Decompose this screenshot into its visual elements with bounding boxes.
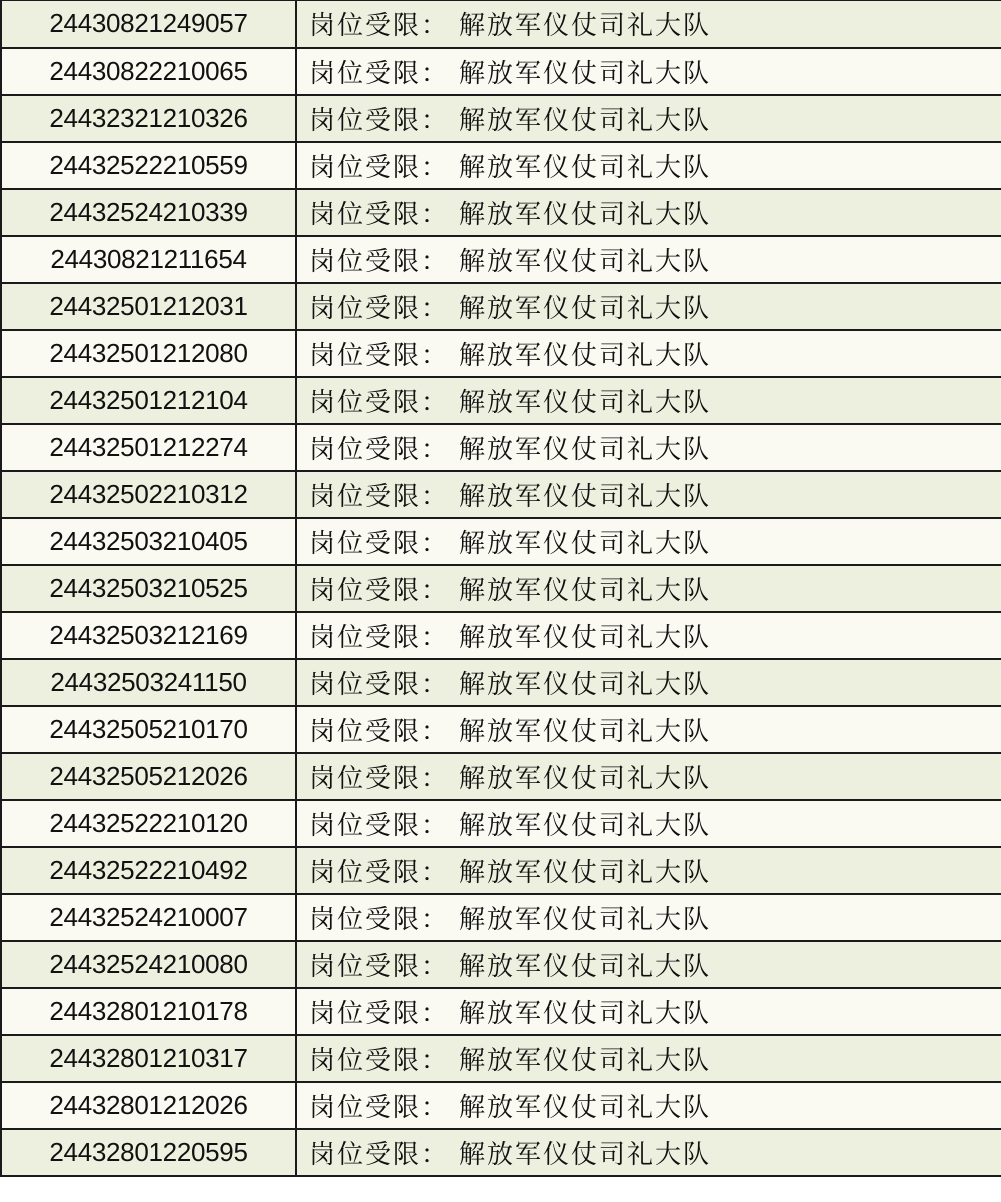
row-id-cell[interactable]: 24432502210312 (1, 471, 296, 518)
row-id-cell[interactable]: 24432801212026 (1, 1082, 296, 1129)
row-restriction-cell[interactable] (296, 95, 1001, 142)
row-restriction-cell[interactable] (296, 377, 1001, 424)
row-id-cell[interactable]: 24430821249057 (1, 1, 296, 48)
table-row (1, 565, 1001, 612)
restriction-label: 岗位受限： (309, 1045, 450, 1076)
row-id-cell[interactable]: 24432501212031 (1, 283, 296, 330)
restriction-value: 解放军仪仗司礼大队 (459, 293, 712, 324)
row-restriction-cell[interactable] (296, 753, 1001, 800)
row-restriction-cell[interactable] (296, 471, 1001, 518)
row-restriction-cell[interactable] (296, 1129, 1001, 1176)
table-row (1, 612, 1001, 659)
restriction-label: 岗位受限： (309, 11, 450, 42)
table-row (1, 1082, 1001, 1129)
row-id-cell[interactable]: 24432321210326 (1, 95, 296, 142)
row-restriction-cell[interactable] (296, 612, 1001, 659)
row-restriction-cell[interactable] (296, 1035, 1001, 1082)
restriction-value: 解放军仪仗司礼大队 (459, 575, 712, 606)
row-restriction-cell[interactable] (296, 518, 1001, 565)
row-restriction-cell[interactable] (296, 706, 1001, 753)
restriction-value: 解放军仪仗司礼大队 (459, 481, 712, 512)
row-id-cell[interactable]: 24432524210080 (1, 941, 296, 988)
restriction-value: 解放军仪仗司礼大队 (459, 669, 712, 700)
restriction-value: 解放军仪仗司礼大队 (459, 246, 712, 277)
row-restriction-cell[interactable] (296, 424, 1001, 471)
restriction-label: 岗位受限： (309, 575, 450, 606)
row-restriction-cell[interactable] (296, 988, 1001, 1035)
table-row (1, 1129, 1001, 1176)
row-id-cell[interactable]: 24432503212169 (1, 612, 296, 659)
restriction-value: 解放军仪仗司礼大队 (459, 1092, 712, 1123)
table-row (1, 471, 1001, 518)
restriction-label: 岗位受限： (309, 293, 450, 324)
row-restriction-cell[interactable] (296, 142, 1001, 189)
table-row (1, 1035, 1001, 1082)
restriction-value: 解放军仪仗司礼大队 (459, 387, 712, 418)
restriction-label: 岗位受限： (309, 998, 450, 1029)
restriction-label: 岗位受限： (309, 622, 450, 653)
table-row (1, 1, 1001, 48)
table-row (1, 236, 1001, 283)
row-restriction-cell[interactable] (296, 941, 1001, 988)
row-id-cell[interactable]: 24432501212080 (1, 330, 296, 377)
restriction-label: 岗位受限： (309, 105, 450, 136)
table-row (1, 95, 1001, 142)
table-row (1, 283, 1001, 330)
table-row (1, 659, 1001, 706)
restriction-label: 岗位受限： (309, 199, 450, 230)
row-id-cell[interactable]: 24430822210065 (1, 48, 296, 95)
row-id-cell[interactable]: 24432522210559 (1, 142, 296, 189)
restriction-label: 岗位受限： (309, 857, 450, 888)
table-row (1, 988, 1001, 1035)
restriction-label: 岗位受限： (309, 340, 450, 371)
restriction-value: 解放军仪仗司礼大队 (459, 1139, 712, 1170)
row-restriction-cell[interactable] (296, 565, 1001, 612)
restriction-value: 解放军仪仗司礼大队 (459, 622, 712, 653)
restriction-value: 解放军仪仗司礼大队 (459, 434, 712, 465)
restriction-value: 解放军仪仗司礼大队 (459, 716, 712, 747)
row-restriction-cell[interactable] (296, 847, 1001, 894)
row-id-cell[interactable]: 24432524210339 (1, 189, 296, 236)
table-row (1, 800, 1001, 847)
restriction-label: 岗位受限： (309, 387, 450, 418)
table-row (1, 706, 1001, 753)
restriction-value: 解放军仪仗司礼大队 (459, 810, 712, 841)
restriction-value: 解放军仪仗司礼大队 (459, 105, 712, 136)
restriction-value: 解放军仪仗司礼大队 (459, 857, 712, 888)
table-row (1, 377, 1001, 424)
row-restriction-cell[interactable] (296, 800, 1001, 847)
restriction-label: 岗位受限： (309, 528, 450, 559)
restriction-value: 解放军仪仗司礼大队 (459, 199, 712, 230)
row-restriction-cell[interactable] (296, 330, 1001, 377)
row-id-cell[interactable]: 24432522210120 (1, 800, 296, 847)
restriction-label: 岗位受限： (309, 716, 450, 747)
row-restriction-cell[interactable] (296, 48, 1001, 95)
restriction-value: 解放军仪仗司礼大队 (459, 340, 712, 371)
table-row (1, 753, 1001, 800)
table-row (1, 894, 1001, 941)
restriction-value: 解放军仪仗司礼大队 (459, 58, 712, 89)
row-restriction-cell[interactable] (296, 236, 1001, 283)
table-row (1, 424, 1001, 471)
row-restriction-cell[interactable] (296, 659, 1001, 706)
restriction-label: 岗位受限： (309, 669, 450, 700)
restriction-label: 岗位受限： (309, 152, 450, 183)
restriction-label: 岗位受限： (309, 58, 450, 89)
restriction-value: 解放军仪仗司礼大队 (459, 528, 712, 559)
restriction-label: 岗位受限： (309, 904, 450, 935)
row-id-cell[interactable]: 24432505212026 (1, 753, 296, 800)
row-id-cell[interactable]: 24432801220595 (1, 1129, 296, 1176)
row-id-cell[interactable]: 24430821211654 (1, 236, 296, 283)
row-id-cell[interactable]: 24432524210007 (1, 894, 296, 941)
restriction-value: 解放军仪仗司礼大队 (459, 951, 712, 982)
row-id-cell[interactable]: 24432503210405 (1, 518, 296, 565)
table-row (1, 142, 1001, 189)
restriction-label: 岗位受限： (309, 763, 450, 794)
restriction-value: 解放军仪仗司礼大队 (459, 904, 712, 935)
row-id-cell[interactable]: 24432522210492 (1, 847, 296, 894)
table-row (1, 330, 1001, 377)
table-row (1, 48, 1001, 95)
row-id-cell[interactable]: 24432501212274 (1, 424, 296, 471)
restriction-label: 岗位受限： (309, 481, 450, 512)
restriction-value: 解放军仪仗司礼大队 (459, 763, 712, 794)
restriction-label: 岗位受限： (309, 1139, 450, 1170)
row-id-cell[interactable]: 24432503241150 (1, 659, 296, 706)
row-id-cell[interactable]: 24432501212104 (1, 377, 296, 424)
row-id-cell[interactable]: 24432505210170 (1, 706, 296, 753)
row-id-cell[interactable]: 24432503210525 (1, 565, 296, 612)
table-row (1, 189, 1001, 236)
row-restriction-cell[interactable] (296, 894, 1001, 941)
row-restriction-cell[interactable] (296, 1, 1001, 48)
restriction-label: 岗位受限： (309, 1092, 450, 1123)
restriction-label: 岗位受限： (309, 810, 450, 841)
row-restriction-cell[interactable] (296, 1082, 1001, 1129)
restriction-label: 岗位受限： (309, 246, 450, 277)
row-id-cell[interactable]: 24432801210317 (1, 1035, 296, 1082)
restriction-value: 解放军仪仗司礼大队 (459, 998, 712, 1029)
table-row (1, 847, 1001, 894)
restriction-value: 解放军仪仗司礼大队 (459, 11, 712, 42)
table-row (1, 941, 1001, 988)
row-restriction-cell[interactable] (296, 283, 1001, 330)
restriction-label: 岗位受限： (309, 951, 450, 982)
restriction-label: 岗位受限： (309, 434, 450, 465)
restriction-value: 解放军仪仗司礼大队 (459, 1045, 712, 1076)
table-row (1, 518, 1001, 565)
table-body (1, 1, 1001, 1176)
row-restriction-cell[interactable] (296, 189, 1001, 236)
restriction-value: 解放军仪仗司礼大队 (459, 152, 712, 183)
row-id-cell[interactable]: 24432801210178 (1, 988, 296, 1035)
